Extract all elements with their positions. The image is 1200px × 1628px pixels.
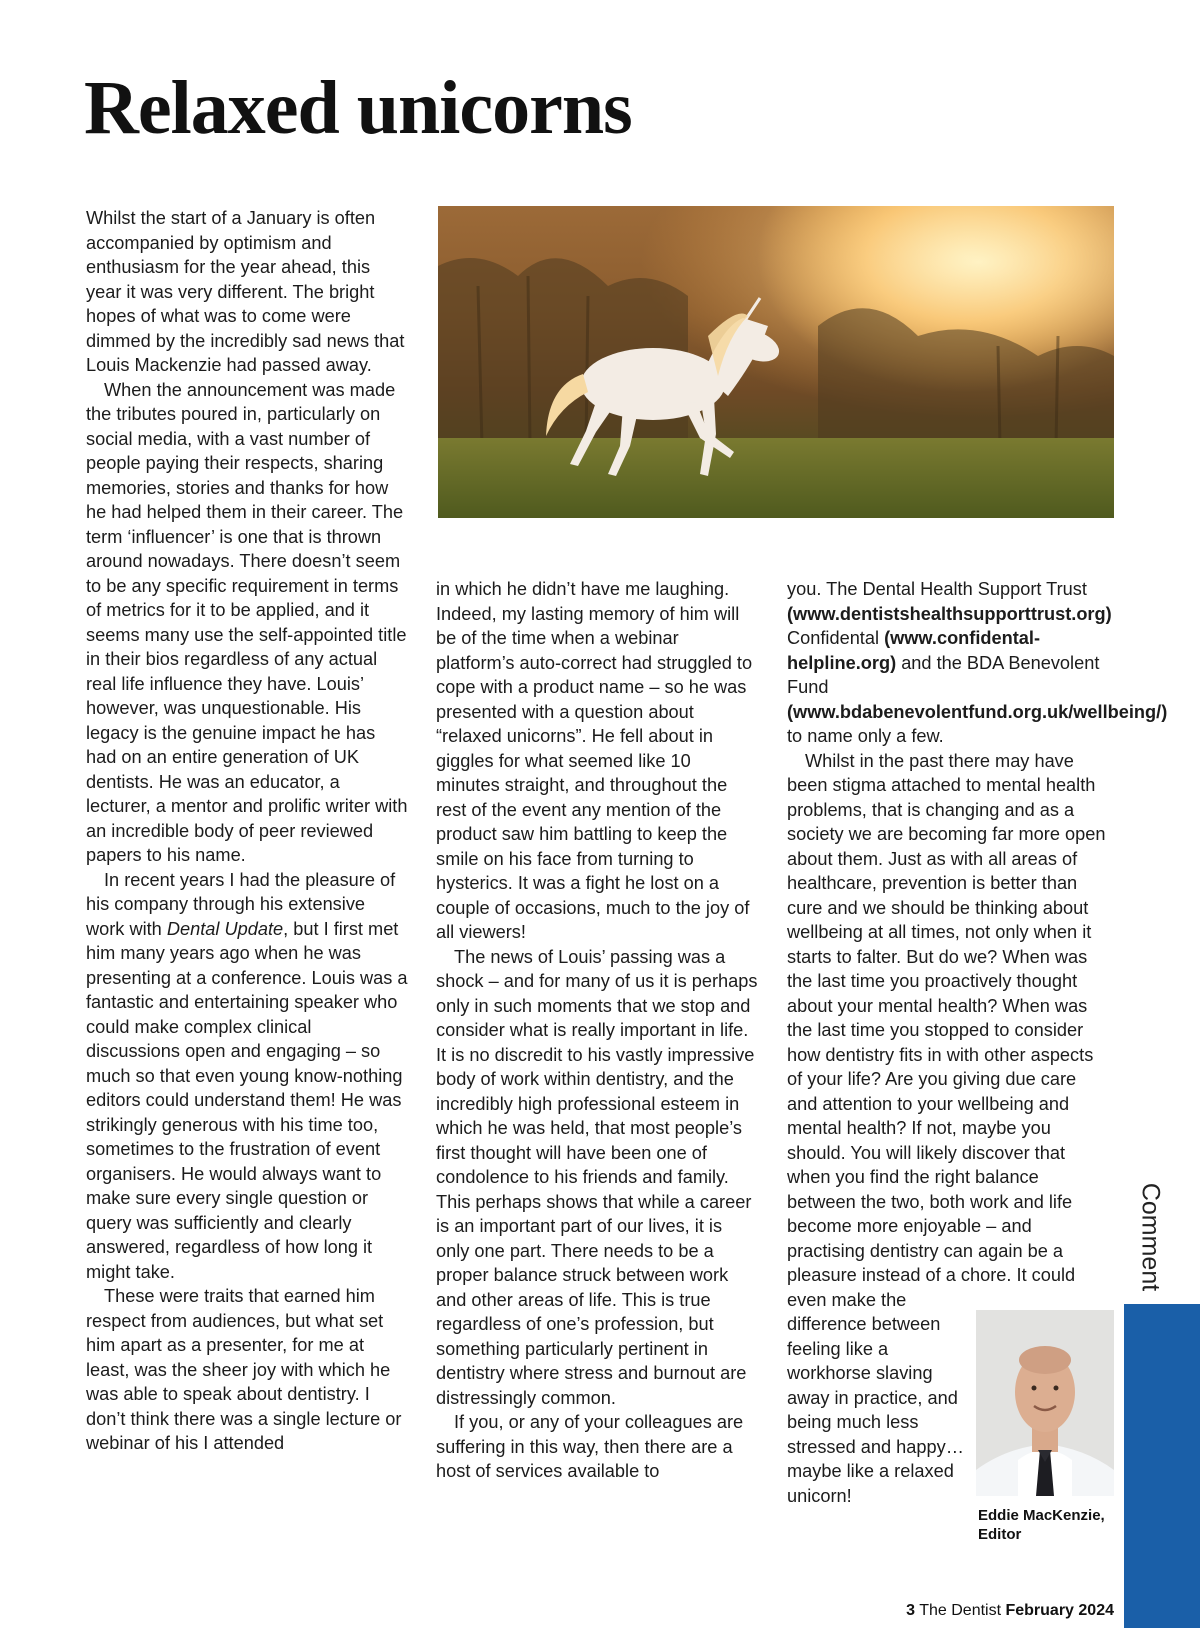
publication-name: Dental Update [166,918,284,939]
unicorn-photo [438,206,1114,518]
paragraph: These were traits that earned him respect from audiences, but what set him apart as a presenter, for me at least, was the sheer joy with which he was able to speak about dentistry. I don’t think there was a single lecture or webinar of his I attended [86,1286,402,1453]
editor-portrait [976,1310,1114,1496]
page-title: Relaxed unicorns [84,66,632,150]
paragraph: In recent years I had the pleasure of his company through his extensive work with Dental Update, but I first met him many years ago when he was presenting at a conference. Louis was a fantastic and entertaining speaker who could make complex clinical discussions open and engaging – so much so that even young know-nothing editors could understand them! He was strikingly generous with his time too, sometimes to the frustration of event organisers. He would always want to make sure every single question or query was sufficiently and clearly answered, regardless of how long it might take. [86,869,408,1282]
paragraph: When the announcement was made the tributes poured in, particularly on social media, with a vast number of people paying their respects, sharing memories, stories and thanks for how he had helped them in their career. The term ‘influencer’ is one that is thrown around nowadays. There doesn’t seem to be any specific requirement in terms of metrics for it to be applied, and it seems many use the self-appointed title in their bios regardless of any actual real life influence they have. Louis’ however, was unquestionable. His legacy is the genuine impact he has had on an entire generation of UK dentists. He was an educator, a lecturer, a mentor and prolific writer with an incredible body of peer reviewed papers to his name. [86,379,408,865]
paragraph: even make the difference between feeling like a workhorse slaving away in practice, and being much less stressed and happy… maybe like a relaxed unicorn! [787,1289,964,1506]
portrait-caption [978,1506,1118,1544]
paragraph: Whilst the start of a January is often accompanied by optimism and enthusiasm for the year ahead, this year it was very different. The bright hopes of what was to come were dimmed by the incredibly sad news that Louis Mackenzie had passed away. [86,208,405,375]
confidental-link[interactable]: (www.confidental-helpline.org) [787,628,1041,673]
bda-fund-link[interactable]: (www.bdabenevolentfund.org.uk/wellbeing/) [787,701,1168,722]
section-tab-label [1120,1172,1180,1302]
support-trust-link[interactable]: (www.dentistshealthsupporttrust.org) [787,603,1112,624]
article-column-1 [86,206,408,1456]
publication-title: The Dentist [919,1602,1002,1619]
paragraph: If you, or any of your colleagues are suffering in this way, then there are a host of services available to [436,1412,744,1481]
unicorn-illustration [438,206,1114,518]
page-footer [906,1602,1114,1620]
page-number: 3 [906,1602,916,1619]
paragraph: you. The Dental Health Support Trust (www.dentistshealthsupporttrust.org) Confidental (www.confidental-helpline.org) and the BDA Benevolent Fund (www.bdabenevolentfund.org.uk/wellbeing/) to name only a few. [787,579,1168,746]
issue-date: February 2024 [1005,1602,1114,1619]
editor-name: Eddie MacKenzie, [978,1507,1105,1524]
editor-photo [976,1310,1114,1496]
section-tab-bar [1124,1304,1200,1628]
editor-role: Editor [978,1526,1022,1543]
paragraph: The news of Louis’ passing was a shock – and for many of us it is perhaps only in such moments that we stop and consider what is really important in life. It is no discredit to his vastly impressive body of work within dentistry, and the incredibly high professional esteem in which he was held, that most people’s first thought will have been one of condolence to his friends and family. This perhaps shows that while a career is an important part of our lives, it is only one part. There needs to be a proper balance struck between work and other areas of life. This is true regardless of one’s profession, but something particularly pertinent in dentistry where stress and burnout are distressingly common. [436,946,758,1408]
article-column-2 [436,577,758,1484]
paragraph: in which he didn’t have me laughing. Indeed, my lasting memory of him will be of the time when a webinar platform’s auto-correct had struggled to cope with a product name – so he was presented with a question about “relaxed unicorns”. He fell about in giggles for what seemed like 10 minutes straight, and throughout the rest of the event any mention of the product saw him battling to keep the smile on his face from turning to hysterics. It was a fight he lost on a couple of occasions, much to the joy of all viewers! [436,579,753,942]
section-name: Comment [1136,1182,1165,1292]
paragraph: Whilst in the past there may have been stigma attached to mental health problems, that is changing and as a society we are becoming far more open about them. Just as with all areas of healthcare, prevention is better than cure and we should be thinking about wellbeing at all times, not only when it starts to falter. But do we? When was the last time you proactively thought about your mental health? When was the last time you stopped to consider how dentistry fits in with other aspects of your life? Are you giving due care and attention to your wellbeing and mental health? If not, maybe you should. You will likely discover that when you find the right balance between the two, both work and life become more enjoyable – and practising dentistry can again be a pleasure instead of a chore. It could [787,750,1106,1285]
